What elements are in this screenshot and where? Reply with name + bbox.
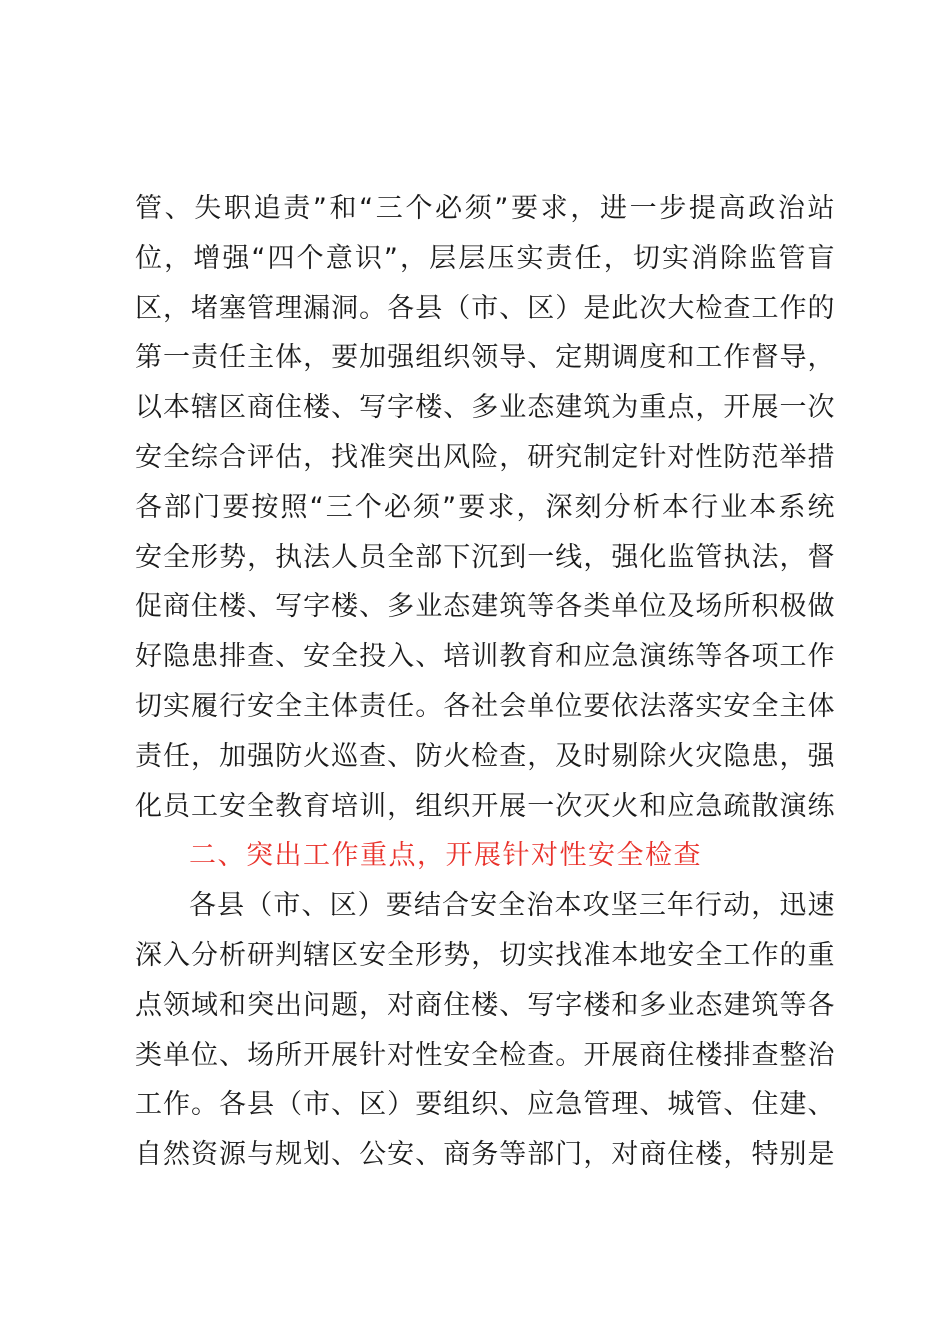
body-line: 点领域和突出问题，对商住楼、写字楼和多业态建筑等各	[135, 989, 835, 1021]
section-heading: 二、突出工作重点，开展针对性安全检查	[189, 840, 702, 872]
body-line: 各部门要按照“三个必须”要求，深刻分析本行业本系统	[135, 491, 835, 523]
body-line: 以本辖区商住楼、写字楼、多业态建筑为重点，开展一次	[135, 392, 835, 424]
body-line: 各县（市、区）要结合安全治本攻坚三年行动，迅速	[189, 890, 835, 922]
body-line: 自然资源与规划、公安、商务等部门，对商住楼，特别是	[135, 1139, 835, 1171]
body-line: 类单位、场所开展针对性安全检查。开展商住楼排查整治	[135, 1039, 835, 1071]
body-line: 深入分析研判辖区安全形势，切实找准本地安全工作的重	[135, 939, 835, 971]
body-line: 化员工安全教育培训，组织开展一次灭火和应急疏散演练	[135, 790, 835, 822]
body-line: 工作。各县（市、区）要组织、应急管理、城管、住建、	[135, 1089, 835, 1121]
body-line: 好隐患排查、安全投入、培训教育和应急演练等各项工作	[135, 641, 835, 673]
body-line: 安全综合评估，找准突出风险，研究制定针对性防范举措	[135, 441, 835, 473]
body-line: 位，增强“四个意识”，层层压实责任，切实消除监管盲	[135, 242, 835, 274]
document-body	[135, 184, 835, 1180]
body-line: 促商住楼、写字楼、多业态建筑等各类单位及场所积极做	[135, 591, 835, 623]
body-line: 安全形势，执法人员全部下沉到一线，强化监管执法，督	[135, 541, 835, 573]
body-line: 责任，加强防火巡查、防火检查，及时剔除火灾隐患，强	[135, 740, 835, 772]
body-line: 第一责任主体，要加强组织领导、定期调度和工作督导，	[135, 342, 835, 374]
body-line: 管、失职追责”和“三个必须”要求，进一步提高政治站	[135, 193, 835, 224]
body-line: 切实履行安全主体责任。各社会单位要依法落实安全主体	[135, 690, 835, 722]
body-line: 区，堵塞管理漏洞。各县（市、区）是此次大检查工作的	[135, 292, 835, 324]
